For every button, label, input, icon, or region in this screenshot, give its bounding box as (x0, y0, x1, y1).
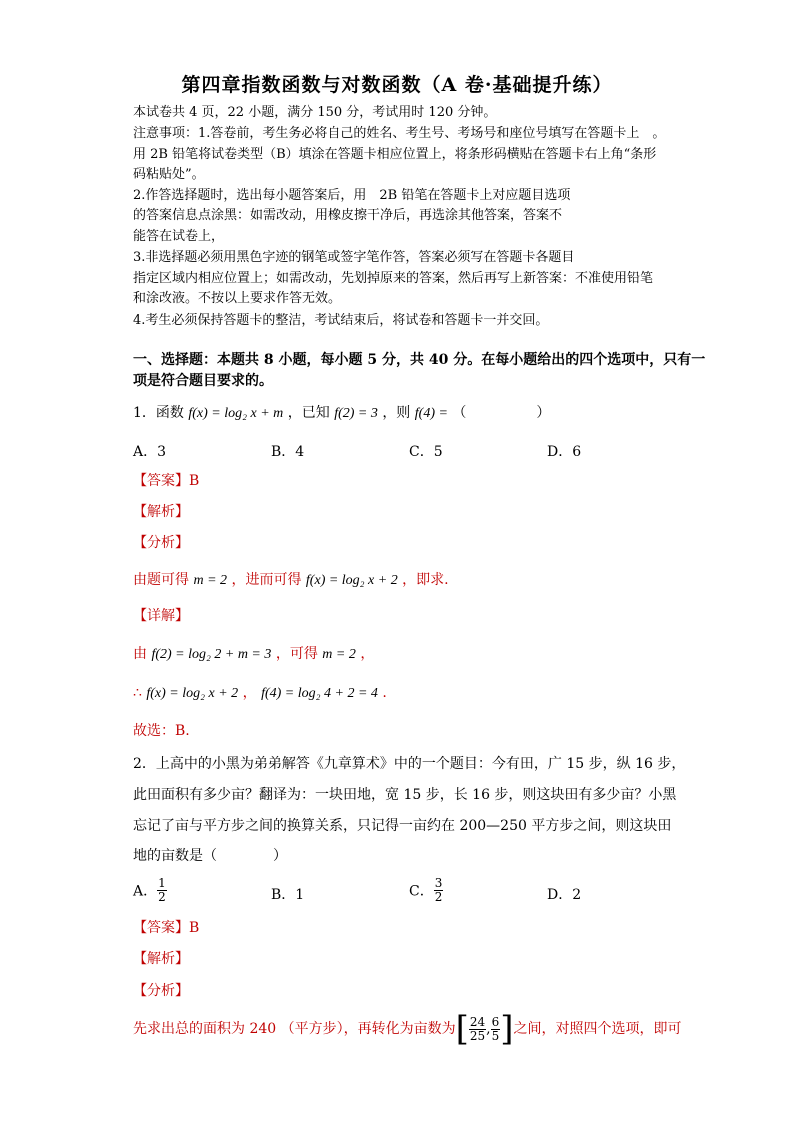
analysis-segment: 先求出总的面积为 240 （平方步），再转化为亩数为 (133, 1021, 456, 1037)
conclusion-text: 故选：B. (133, 723, 190, 739)
question-2-line: 此田面积有多少亩？翻译为：一块田地，宽 15 步，长 16 步，则这块田有多少亩？小黑 (133, 787, 677, 803)
xiangjie-label: 【详解】 (133, 608, 189, 624)
fraction-denominator: 2 (158, 890, 166, 904)
intro-line: 能答在试卷上， (133, 229, 225, 244)
option-b: B．4 (271, 444, 305, 460)
detail-segment: ，可得 (275, 646, 318, 662)
comma: , (486, 1021, 491, 1037)
option-d: D．2 (547, 887, 582, 903)
answer-label: 【答案】B (133, 920, 200, 936)
fraction-numerator: 3 (434, 876, 443, 890)
detail-segment: ， (360, 646, 375, 662)
option-c: C．5 (409, 444, 443, 460)
intro-line: 的答案信息点涂黑：如需改动，用橡皮擦干净后，再选涂其他答案，答案不 (133, 208, 563, 223)
question-1-prefix: 1．函数 (133, 405, 184, 421)
option-a: A．3 (133, 444, 167, 460)
analysis-segment: ，进而可得 (231, 572, 302, 588)
intro-line: 4.考生必须保持答题卡的整洁，考试结束后，将试卷和答题卡一并交回。 (133, 313, 549, 328)
section-heading: 一、选择题：本题共 8 小题，每小题 5 分，共 40 分。在每小题给出的四个选项中，只有一 (133, 352, 706, 368)
intro-line: 用 2B 铅笔将试卷类型（B）填涂在答题卡相应位置上，将条形码横贴在答题卡右上角“条形 (133, 147, 657, 162)
fenxi-label: 【分析】 (133, 983, 189, 999)
question-2-line: 地的亩数是（ ） (133, 848, 287, 864)
analysis-segment: 之间，对照四个选项，即可 (513, 1021, 682, 1037)
analysis-segment: ，即求. (402, 572, 449, 588)
analysis-text (133, 571, 449, 590)
math-expression: f(x) = log₂ x + 2 (305, 573, 398, 588)
right-bracket: ] (500, 1009, 514, 1049)
option-a-label: A． (133, 883, 158, 900)
intro-line: 码粘贴处”。 (133, 167, 205, 182)
detail-line-2 (133, 684, 387, 703)
given-condition: f(2) = 3 (334, 406, 378, 421)
math-expression: f(4) = log₂ 4 + 2 = 4 (261, 686, 378, 701)
option-b: B．1 (271, 887, 305, 903)
jiexi-label: 【解析】 (133, 951, 189, 967)
fraction-numerator: 6 (491, 1014, 500, 1029)
function-formula: f(x) = log₂ x + m (188, 406, 284, 421)
intro-line: 注意事项：1.答卷前，考生务必将自己的姓名、考生号、考场号和座位号填写在答题卡上 。 (133, 126, 666, 141)
fraction-denominator: 2 (434, 890, 443, 904)
fenxi-label: 【分析】 (133, 535, 189, 551)
intro-line: 本试卷共 4 页，22 小题，满分 150 分，考试用时 120 分钟。 (133, 105, 497, 120)
detail-line-1 (133, 645, 374, 664)
intro-line: 和涂改液。不按以上要求作答无效。 (133, 291, 342, 306)
analysis-text (133, 1011, 682, 1047)
fraction (469, 1016, 486, 1043)
question-2-line: 忘记了亩与平方步之间的换算关系，只记得一亩约在 200—250 平方步之间，则这块田 (133, 818, 672, 834)
answer-blank: （ ） (452, 405, 551, 421)
detail-segment: ∴ (133, 685, 142, 701)
fraction-numerator: 24 (469, 1014, 486, 1029)
fraction (157, 877, 167, 904)
question-1-text: ，则 (382, 405, 411, 421)
option-c-label: C． (409, 883, 434, 900)
analysis-segment: 由题可得 (133, 572, 189, 588)
option-a (133, 877, 167, 904)
option-d: D．6 (547, 444, 582, 460)
detail-segment: ， (242, 685, 257, 701)
answer-label: 【答案】B (133, 473, 200, 489)
asked-expression: f(4) = (414, 406, 448, 421)
section-heading: 项是符合题目要求的。 (133, 373, 273, 389)
math-expression: m = 2 (193, 573, 228, 588)
option-c (409, 877, 443, 904)
left-bracket: [ (455, 1009, 469, 1049)
math-expression: f(x) = log₂ x + 2 (146, 686, 239, 701)
question-1-text: ，已知 (287, 405, 330, 421)
fraction (434, 877, 444, 904)
page-title: 第四章指数函数与对数函数（A 卷·基础提升练） (181, 74, 613, 96)
jiexi-label: 【解析】 (133, 504, 189, 520)
fraction-denominator: 5 (491, 1028, 500, 1043)
intro-line: 指定区域内相应位置上；如需改动，先划掉原来的答案，然后再写上新答案：不准使用铅笔 (133, 271, 654, 286)
question-2-line: 2．上高中的小黑为弟弟解答《九章算术》中的一个题目：今有田，广 15 步，纵 16 步， (133, 756, 686, 772)
math-expression: f(2) = log₂ 2 + m = 3 (151, 647, 272, 662)
fraction (491, 1016, 501, 1043)
detail-segment: 由 (133, 646, 147, 662)
intro-line: 3.非选择题必须用黑色字迹的钢笔或签字笔作答，答案必须写在答题卡各题目 (133, 250, 575, 265)
fraction-denominator: 25 (469, 1028, 486, 1043)
intro-line: 2.作答选择题时，选出每小题答案后，用 2B 铅笔在答题卡上对应题目选项 (133, 188, 571, 203)
math-expression: m = 2 (322, 647, 356, 662)
detail-segment: . (382, 685, 387, 701)
question-1-stem (133, 404, 550, 423)
fraction-numerator: 1 (158, 876, 166, 890)
